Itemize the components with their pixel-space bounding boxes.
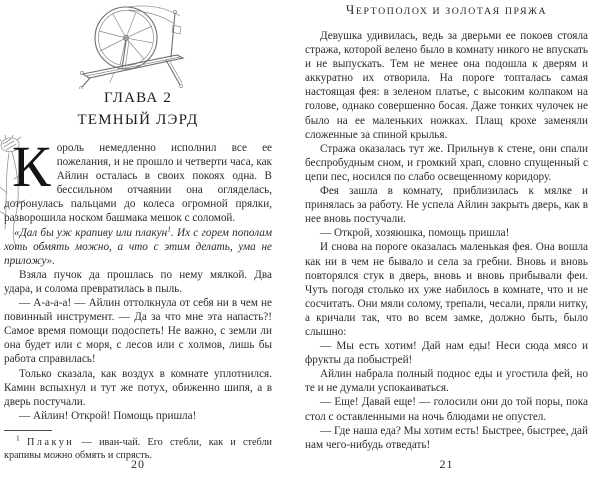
footnote-term: Плакун — [27, 436, 75, 448]
drop-cap: К — [12, 134, 51, 199]
right-body-text — [305, 29, 588, 452]
page-number-left: 20 — [131, 457, 145, 471]
paragraph: Фея зашла в комнату, приблизилась к мялке и принялась за работу. Не успела Айлин закрыть дверь, как в нее вновь постучали. — [305, 185, 588, 226]
chapter-title: ТЕМНЫЙ ЛЭРД — [77, 112, 199, 128]
paragraph: — Еще! Давай еще! — голосили они до той поры, пока стол с оставленными на ночь блюдами не опустел. — [305, 396, 588, 423]
chapter-label: ГЛАВА 2 — [103, 90, 173, 106]
paragraph: Взяла пучок да прошлась по нему мялкой. Два удара, и солома превратилась в пыль. — [4, 268, 272, 295]
paragraph: Девушка удивилась, ведь за дверьми ее покоев стояла стража, которой велено было в комнату никого не впускать и не выпускать. Тем не менее она подошла к дверям и аккуратно их отворила. На пороге топталась самая настоящая фея: в зеленом платье, с высоким колпаком на голове, однако совершенно босая. Даже тонких чулочек не было на ее маленьких ножках. Плащ крохе заменяли сложенные за спиной крылья. — [305, 30, 588, 141]
chapter-illustration — [18, 3, 272, 89]
left-body-text — [4, 134, 272, 423]
quote-paragraph — [4, 223, 272, 268]
right-page — [305, 0, 588, 477]
paragraph: И снова на пороге оказалась маленькая фея. Она вошла как ни в чем не бывало и села за гребни. Вновь и вновь повторялся стук в дверь, вновь и вновь прибывали феи. Чуть погодя столько их уже набилось в комнате, что и не сосчитать. Они мяли солому, трепали, чесали, пряли нитку, а кричали так, что во всем замке, должно быть, было слышно: — [305, 241, 588, 338]
paragraph: — Мы есть хотим! Дай нам еды! Неси сюда мясо и фрукты да побыстрей! — [305, 340, 588, 367]
quote-text: . Их с горем пополам хоть обмять можно, а что с этим делать, ума не приложу». — [4, 226, 272, 267]
footnote-text: — иван-чай. Его стебли, как и стебли крапивы можно обмять и спрясть. — [4, 436, 272, 462]
paragraph — [4, 134, 272, 226]
paragraph: Айлин набрала полный поднос еды и угостила фей, но те и не думали успокаиваться. — [305, 368, 588, 395]
footnote-divider — [4, 430, 52, 431]
footnote-reference: 1 — [167, 223, 171, 233]
paragraph-text: ороль немедленно исполнил все ее пожелания, и не прошло и четверти часа, как Айлин осталась в своих покоях одна. В бессильном отчаянии она огляделась, дотронулась пальцами до колеса огромной прялки, разворошила носком башмака мешок с соломой. — [4, 142, 272, 225]
paragraph: Только сказала, как воздух в комнате уплотнился. Камин вспыхнул и тут же потух, обиженно шипя, а в дверь постучали. — [4, 367, 272, 408]
running-head: ЧЕРТОПОЛОХ И ЗОЛОТАЯ ПРЯЖА — [345, 2, 548, 17]
paragraph: Стража оказалась тут же. Прильнув к стене, они спали беспробудным сном, и громкий храп, словно спущенный с цепи пес, носился по слабо освещенному коридору. — [305, 142, 588, 183]
spinning-wheel-icon — [76, 3, 214, 89]
paragraph: — А-а-а-а! — Айлин оттолкнула от себя ни в чем не повинный инструмент. — Да за что мне эта напасть?! Самое время помощи подоспеть! Не важно, с земли ли она будет или с моря, с лесов или с холмов, лишь бы работа справилась! — [4, 297, 272, 366]
page-number-right: 21 — [439, 457, 454, 471]
footnote-number: 1 — [16, 433, 20, 443]
left-page — [4, 0, 272, 477]
paragraph: — Где наша еда? Мы хотим есть! Быстрее, быстрее, дай нам чего-нибудь отведать! — [305, 424, 588, 451]
paragraph: — Айлин! Открой! Помощь пришла! — [19, 409, 197, 422]
quote-text: «Дал бы уж крапиву или плакун — [14, 226, 168, 239]
paragraph: — Открой, хозяюшка, помощь пришла! — [320, 227, 510, 240]
